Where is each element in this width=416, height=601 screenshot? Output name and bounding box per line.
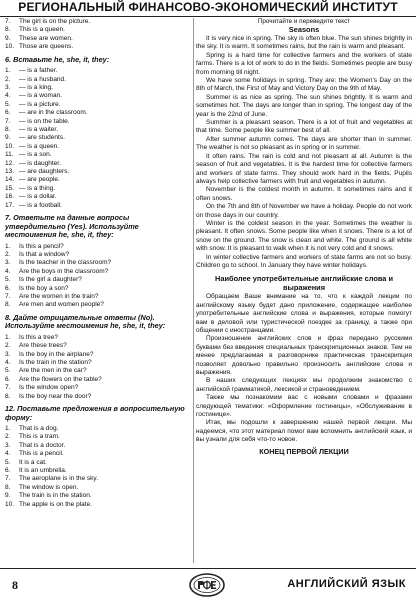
item-number: 8. [5,301,11,309]
exercise-item [5,193,191,201]
page-footer [0,568,416,601]
exercise-item [5,43,191,51]
exercise-item [5,259,191,267]
paragraph: In winter collective farmers and workers of state farms are not so busy. Children go to school. In January they have winter holidays. [196,253,412,269]
item-number: 10. [5,500,15,508]
item-text: — is a queen. [19,142,60,150]
item-text: — is a woman. [19,92,62,100]
item-number: 6. [5,467,11,475]
item-number: 7. [5,18,11,25]
item-number: 8. [5,125,11,133]
item-text: Is the window open? [19,384,79,392]
institute-title: РЕГИОНАЛЬНЫЙ ФИНАНСОВО-ЭКОНОМИЧЕСКИЙ ИНСТИТУТ [18,0,398,14]
phrases-section-title: Наиболее употребительные английские слова и выражения [215,274,393,292]
paragraph: It often rains. The rain is cold and not pleasant at all. Autumn is the season of fruit and vegetables. It is the hardest time for collective farmers and workers of state farms. They should work hard in the fields. Pupils always help collective farmers with fruit and vegetables in autumn. [196,152,412,185]
item-text: The window is open. [19,483,79,491]
item-number: 5. [5,367,11,375]
item-number: 5. [5,458,11,466]
item-text: — is a football. [19,201,62,209]
paragraph: After summer autumn comes. The days are shorter than in summer. The weather is not so pleasant as in spring or in summer. [196,135,412,152]
item-number: 2. [5,75,11,83]
exercise-12-title: 12. Поставьте предложения в вопросительную форму: [5,404,185,422]
item-text: Is the boy near the door? [19,392,92,400]
item-number: 6. [5,375,11,383]
item-number: 8. [5,26,11,34]
item-number: 6. [5,284,11,292]
exercise-item [5,359,191,367]
exercise-item [5,67,191,75]
exercise-item [5,134,191,142]
exercise-item [5,433,191,441]
item-number: 16. [5,193,15,201]
paragraph: We have some holidays in spring. They are: the Women's Day on the 8th of March, the First of May and Victory Day on the 9th of May. [196,77,412,93]
item-number: 6. [5,109,11,117]
item-number: 10. [5,43,15,51]
item-number: 10. [5,142,15,150]
paragraph: Также мы познакомим вас с новыми словами и фразами следующей тематики: «Оформление гостиницы», «Обслуживание в гостинице». [196,394,412,419]
item-text: This is a queen. [19,26,65,34]
item-text: These are women. [19,34,73,42]
item-number: 1. [5,242,11,250]
item-number: 15. [5,184,15,192]
item-text: Are men and women people? [19,301,104,309]
item-text: The train is in the station. [19,492,92,500]
paragraph: Итак, мы подошли к завершению нашей первой лекции. Мы надеемся, что этот материал помог вам вспомнить английский язык, и вы узнали для себя что-то новое. [196,419,412,444]
exercise-item [5,492,191,500]
item-text: — is a husband. [19,75,66,83]
exercise-item [5,26,191,34]
exercise-item [5,459,191,467]
paragraph: Summer is as nice as spring. The sun shines brightly. It is warm and sometimes hot. The days are longer than in spring. The longest day of the year is the 22nd of June. [196,93,412,118]
exercise-item [5,151,191,159]
paragraph: Произношение английских слов и фраз передано русскими буквами без введения специальных транскрипционных знаков. Тем не менее предлагаемая в разговорнике практическая транскрипция позволяет довольно правильно произносить английские слова и выражения. [196,335,412,377]
item-text: — is a dollar. [19,193,57,201]
exercise-item [5,243,191,251]
exercise-item [5,143,191,151]
item-number: 9. [5,134,11,142]
item-number: 8. [5,392,11,400]
paragraph: November is the coldest month in autumn. It sometimes rains and it often snows. [196,186,412,202]
exercise-item [5,251,191,259]
item-text: Is the girl a daughter? [19,276,82,284]
item-text: — is a waiter. [19,125,59,133]
page-header [0,0,416,17]
item-number: 9. [5,34,11,42]
exercise-item [5,285,191,293]
item-number: 4. [5,267,11,275]
exercise-item [5,467,191,475]
reading-instruction: Прочитайте и переведите текст [257,18,351,25]
item-text: — are people. [19,176,60,184]
exercise-continuation-list [5,18,191,52]
item-number: 9. [5,492,11,500]
exercise-7-title: 7. Ответьте на данные вопросы утвердительно (Yes). Используйте местоимения he, she, it, they: [5,213,139,240]
item-text: This is a tram. [19,433,60,441]
right-column [196,18,412,456]
exercise-item [5,202,191,210]
exercise-item [5,118,191,126]
paragraph: It is very nice in spring. The sky is often blue. The sun shines brightly in the sky. It is warm. It sometimes rains, but the rain is warm and pleasant. [196,35,412,51]
item-text: Is this a tree? [19,333,59,341]
item-text: Is that a window? [19,250,70,258]
item-number: 7. [5,384,11,392]
item-number: 4. [5,450,11,458]
item-number: 3. [5,350,11,358]
item-number: 14. [5,176,15,184]
exercise-item [5,475,191,483]
item-text: The apple is on the plate. [19,500,92,508]
exercise-item [5,18,191,26]
item-text: Are the flowers on the table? [19,375,102,383]
paragraph: Winter is the coldest season in the year. Sometimes the weather is pleasant. It often snows. Some people like when it snows. There is a lot of snow on the ground. The snow is clean and white. The ground is all white with snow. It is pleasant to walk when it is not very cold and it snows. [196,219,412,253]
left-column [5,18,191,509]
exercise-item [5,268,191,276]
item-text: — are daughters. [19,168,70,175]
exercise-item [5,384,191,392]
exercise-6-title: 6. Вставьте he, she, it, they: [5,54,110,64]
item-text: Is the boy a son? [19,284,69,292]
institute-logo [188,572,226,598]
exercise-item [5,92,191,100]
item-text: The girl is on the picture. [19,18,91,25]
exercise-item [5,367,191,375]
item-text: — is on the table. [19,117,70,125]
exercise-item [5,376,191,384]
paragraph: В наших следующих лекциях мы продолжим знакомство с английской грамматикой, лексикой и страноведением. [196,377,412,393]
exercise-12-list [5,425,191,509]
exercise-item [5,393,191,401]
item-text: Is the boy in the airplane? [19,350,94,358]
item-text: — is a father. [19,67,58,75]
exercise-item [5,185,191,193]
exercise-item [5,301,191,309]
item-number: 8. [5,483,11,491]
subject-title: АНГЛИЙСКИЙ ЯЗЫК [287,578,406,590]
item-text: — is a thing. [19,184,56,192]
item-number: 4. [5,92,11,100]
exercise-item [5,109,191,117]
exercise-8-list [5,334,191,401]
phrases-section-text [196,293,412,444]
item-text: This is a pencil. [19,450,64,458]
item-text: — are in the classroom. [19,109,88,117]
exercise-item [5,342,191,350]
seasons-text [196,35,412,270]
item-number: 3. [5,83,11,91]
exercise-item [5,450,191,458]
paragraph: Summer is a pleasant season. There is a lot of fruit and vegetables at that time. Some people like summer best of all. [196,119,412,135]
item-number: 1. [5,425,11,433]
exercise-item [5,101,191,109]
paragraph: On the 7th and 8th of November we have a holiday. People do not work on those days in our country. [196,203,412,219]
paragraph: Обращаем Ваше внимание на то, что к каждой лекции по английскому языку будет дано приложение, содержащее наиболее употребительные английские слова и выражения, которые помогут вам в деловой или туристической поездке за границу, а также при общении с иностранцами. [196,293,412,334]
exercise-item [5,168,191,176]
item-text: — is a picture. [19,100,61,108]
item-text: Are the women in the train? [19,292,99,300]
exercise-item [5,351,191,359]
item-text: Those are queens. [19,43,74,51]
column-divider [193,18,194,563]
item-number: 2. [5,342,11,350]
item-text: — is a king. [19,83,53,91]
item-number: 5. [5,276,11,284]
item-number: 2. [5,250,11,258]
item-text: Is the train in the station? [19,359,92,366]
exercise-item [5,76,191,84]
item-text: Are these trees? [19,342,67,350]
exercise-item [5,293,191,301]
item-number: 17. [5,201,15,209]
item-text: — is a son. [19,151,52,159]
item-text: That is a doctor. [19,441,66,449]
exercise-item [5,160,191,168]
item-text: The aeroplane is in the sky. [19,475,99,483]
item-number: 11. [5,151,14,159]
item-text: — is daughter. [19,159,61,167]
item-number: 7. [5,292,11,300]
item-text: That is a dog. [19,425,59,433]
exercise-item [5,84,191,92]
exercise-7-list [5,243,191,310]
item-number: 7. [5,117,11,125]
item-number: 7. [5,475,11,483]
item-text: It is an umbrella. [19,467,67,475]
item-text: It is a cat. [19,458,47,466]
exercise-8-title: 8. Дайте отрицательные ответы (No). Используйте местоимения he, she, it, they: [5,312,166,331]
exercise-6-list [5,67,191,210]
exercise-item [5,126,191,134]
item-number: 1. [5,333,11,341]
exercise-item [5,442,191,450]
exercise-item [5,35,191,43]
exercise-item [5,276,191,284]
item-number: 3. [5,441,11,449]
item-text: Are the men in the car? [19,367,87,375]
exercise-item [5,484,191,492]
item-number: 2. [5,433,11,441]
item-number: 3. [5,259,11,267]
item-text: Are the boys in the classroom? [19,267,109,275]
end-of-lecture-note: КОНЕЦ ПЕРВОЙ ЛЕКЦИИ [259,446,349,456]
exercise-item [5,334,191,342]
item-number: 5. [5,100,11,108]
paragraph: Spring is a hard time for collective farmers and the workers of state farms. There is a lot of work to do in the fields. Sometimes people are busy from morning till night. [196,51,412,76]
exercise-item [5,501,191,509]
exercise-item [5,176,191,184]
item-text: — are students. [19,134,65,142]
seasons-title: Seasons [288,24,320,34]
page-number: 8 [12,578,18,592]
item-number: 4. [5,359,11,366]
item-text: Is the teacher in the classroom? [19,259,112,267]
item-text: Is this a pencil? [19,242,64,250]
item-number: 12. [5,159,15,167]
exercise-item [5,425,191,433]
item-number: 1. [5,67,11,75]
item-number: 13. [5,168,15,175]
